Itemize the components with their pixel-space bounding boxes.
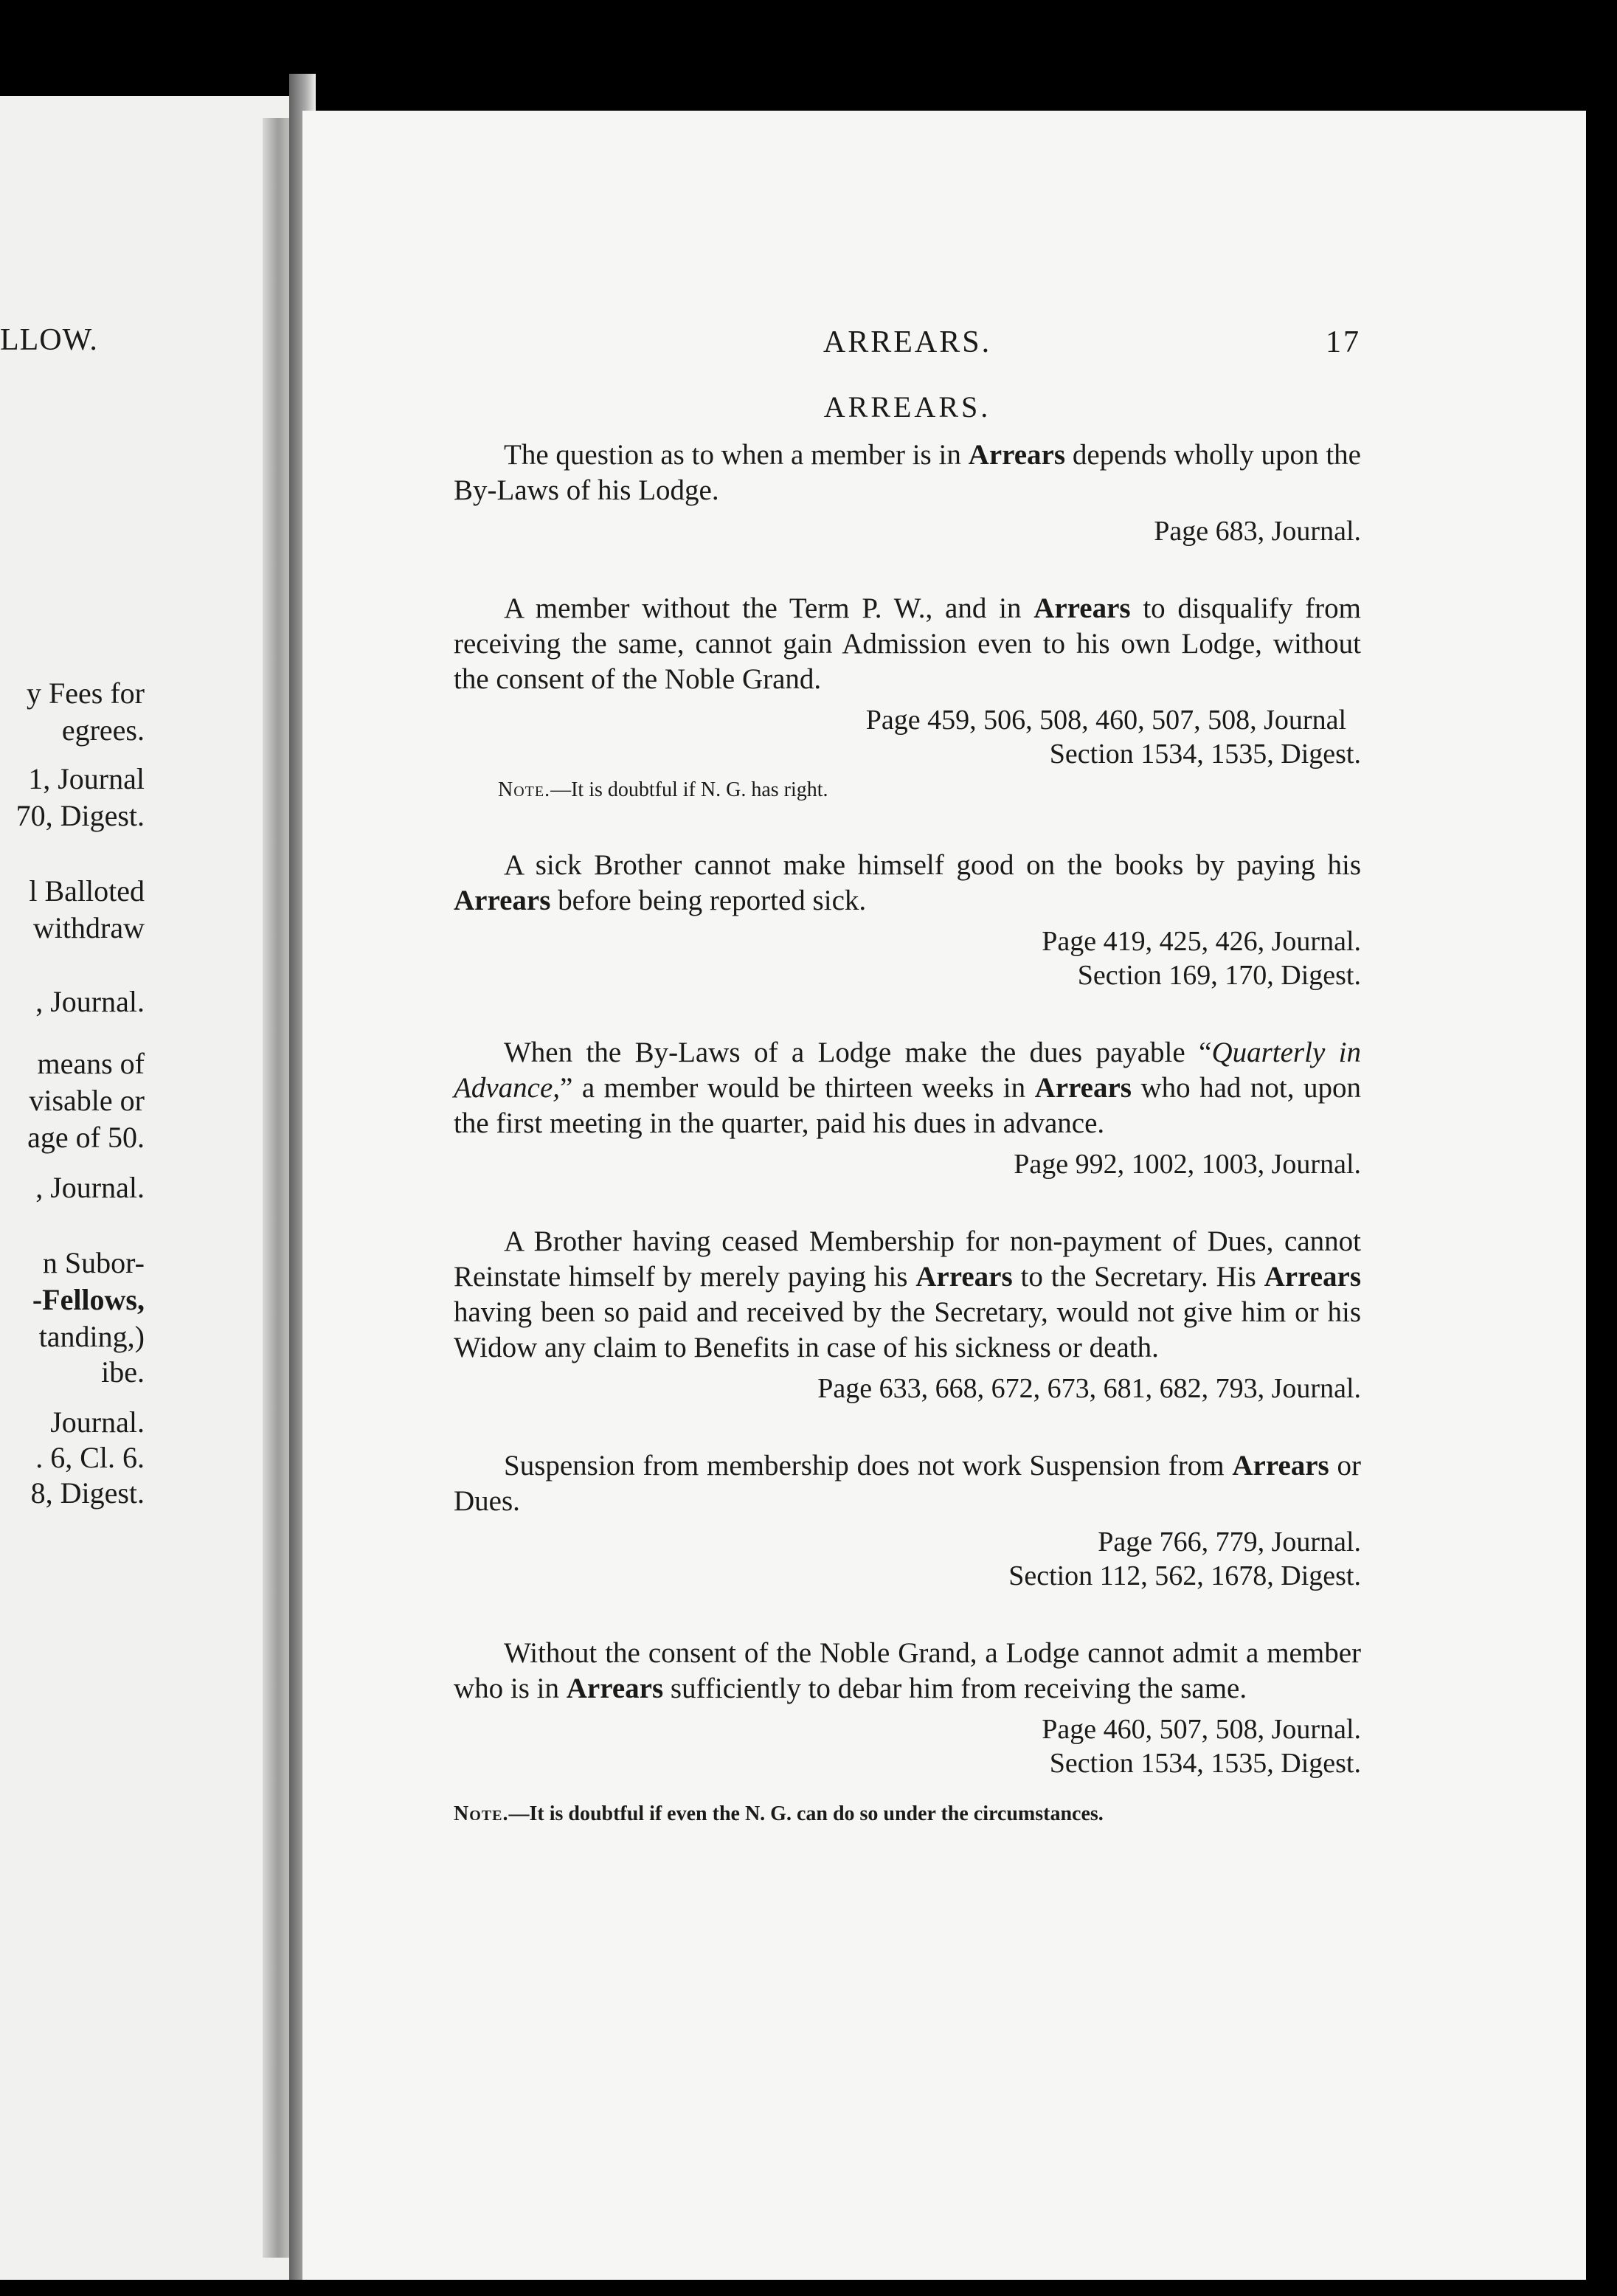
- left-page-line: visable or: [29, 1084, 145, 1117]
- keyword-arrears: Arrears: [1232, 1450, 1329, 1481]
- left-page-line: 70, Digest.: [15, 799, 145, 832]
- citation: Page 633, 668, 672, 673, 681, 682, 793, Journal.: [817, 1373, 1361, 1404]
- citation: Section 169, 170, Digest.: [1077, 960, 1361, 991]
- keyword-arrears: Arrears: [1264, 1261, 1362, 1293]
- ruling-text: Suspension from membership does not work Suspension from Arrears or Dues.: [454, 1450, 1361, 1517]
- ruling-text: The question as to when a member is in Arrears depends wholly upon the By-Laws of his Lodge.: [454, 439, 1361, 506]
- left-page-line: withdraw: [32, 911, 145, 944]
- italic-phrase: Quarterly in Advance,: [454, 1037, 1361, 1104]
- note-label: Note.: [498, 778, 551, 801]
- final-note: [454, 1799, 1361, 1829]
- citation: Page 683, Journal.: [1154, 516, 1361, 547]
- left-page-line: ibe.: [101, 1355, 145, 1389]
- ruling-text: Without the consent of the Noble Grand, a Lodge cannot admit a member who is in Arrears sufficiently to debar him from receiving the same.: [454, 1637, 1361, 1704]
- note-label: Note.: [454, 1802, 509, 1825]
- keyword-arrears: Arrears: [968, 439, 1066, 471]
- citation: Page 419, 425, 426, Journal.: [1042, 926, 1361, 957]
- ruling-entry: [454, 1224, 1361, 1405]
- left-page-line: y Fees for: [27, 677, 145, 710]
- keyword-arrears: Arrears: [915, 1261, 1013, 1293]
- left-facing-page: [0, 96, 289, 2280]
- left-page-line: tanding,): [38, 1320, 145, 1353]
- ruling-text: A sick Brother cannot make himself good on the books by paying his Arrears before being reported sick.: [454, 849, 1361, 916]
- keyword-arrears: Arrears: [454, 885, 551, 916]
- ruling-text: A member without the Term P. W., and in Arrears to disqualify from receiving the same, cannot gain Admission even to his own Lodge, without the consent of the Noble Grand.: [454, 592, 1361, 695]
- citation: Section 112, 562, 1678, Digest.: [1008, 1560, 1361, 1591]
- left-page-line: 8, Digest.: [30, 1476, 145, 1510]
- note-text: —It is doubtful if even the N. G. can do so under the circumstances.: [508, 1802, 1104, 1825]
- keyword-arrears: Arrears: [566, 1673, 664, 1704]
- ruling-entry: [454, 848, 1361, 992]
- ruling-note: [498, 775, 1361, 805]
- book-page: [302, 111, 1586, 2280]
- citation: Page 459, 506, 508, 460, 507, 508, Journal: [865, 705, 1346, 736]
- page-number: 17: [1326, 325, 1361, 359]
- left-page-line: , Journal.: [35, 985, 145, 1018]
- left-page-line: 1, Journal: [28, 762, 145, 795]
- citation: Page 766, 779, Journal.: [1098, 1526, 1361, 1557]
- left-page-line: . 6, Cl. 6.: [35, 1441, 145, 1474]
- left-page-line: Journal.: [50, 1405, 145, 1439]
- citation: Page 992, 1002, 1003, Journal.: [1014, 1149, 1361, 1180]
- ruling-entry: [454, 1636, 1361, 1780]
- ruling-entry: [454, 1035, 1361, 1181]
- ruling-entry: [454, 591, 1361, 805]
- citation: Section 1534, 1535, Digest.: [1049, 1748, 1361, 1779]
- left-page-line: egrees.: [61, 713, 145, 747]
- left-page-line: , Journal.: [35, 1171, 145, 1204]
- ruling-entry: [454, 1448, 1361, 1593]
- section-title: ARREARS.: [823, 390, 991, 423]
- citation: Section 1534, 1535, Digest.: [1049, 739, 1361, 770]
- left-page-line: l Balloted: [29, 874, 145, 907]
- left-page-line: -Fellows,: [32, 1283, 145, 1316]
- ruling-text: When the By-Laws of a Lodge make the dues payable “Quarterly in Advance,” a member would be thirteen weeks in Arrears who had not, upon the first meeting in the quarter, paid his dues in advance.: [454, 1037, 1361, 1139]
- left-page-line: n Subor-: [42, 1246, 145, 1279]
- running-head: [454, 325, 1361, 369]
- left-page-line: age of 50.: [27, 1121, 145, 1154]
- note-text: —It is doubtful if N. G. has right.: [550, 778, 828, 801]
- keyword-arrears: Arrears: [1033, 592, 1131, 624]
- left-page-line: means of: [37, 1047, 145, 1080]
- left-page-header: LLOW.: [0, 323, 98, 357]
- ruling-entry: [454, 438, 1361, 548]
- citation: Page 460, 507, 508, Journal.: [1042, 1714, 1361, 1745]
- ruling-text: A Brother having ceased Membership for non-payment of Dues, cannot Reinstate himself by merely paying his Arrears to the Secretary. His Arrears having been so paid and received by the Secretary, would not give him or his Widow any claim to Benefits in case of his sickness or death.: [454, 1225, 1362, 1363]
- running-head-title: ARREARS.: [823, 325, 992, 359]
- page-content: [454, 325, 1361, 1829]
- keyword-arrears: Arrears: [1034, 1072, 1132, 1104]
